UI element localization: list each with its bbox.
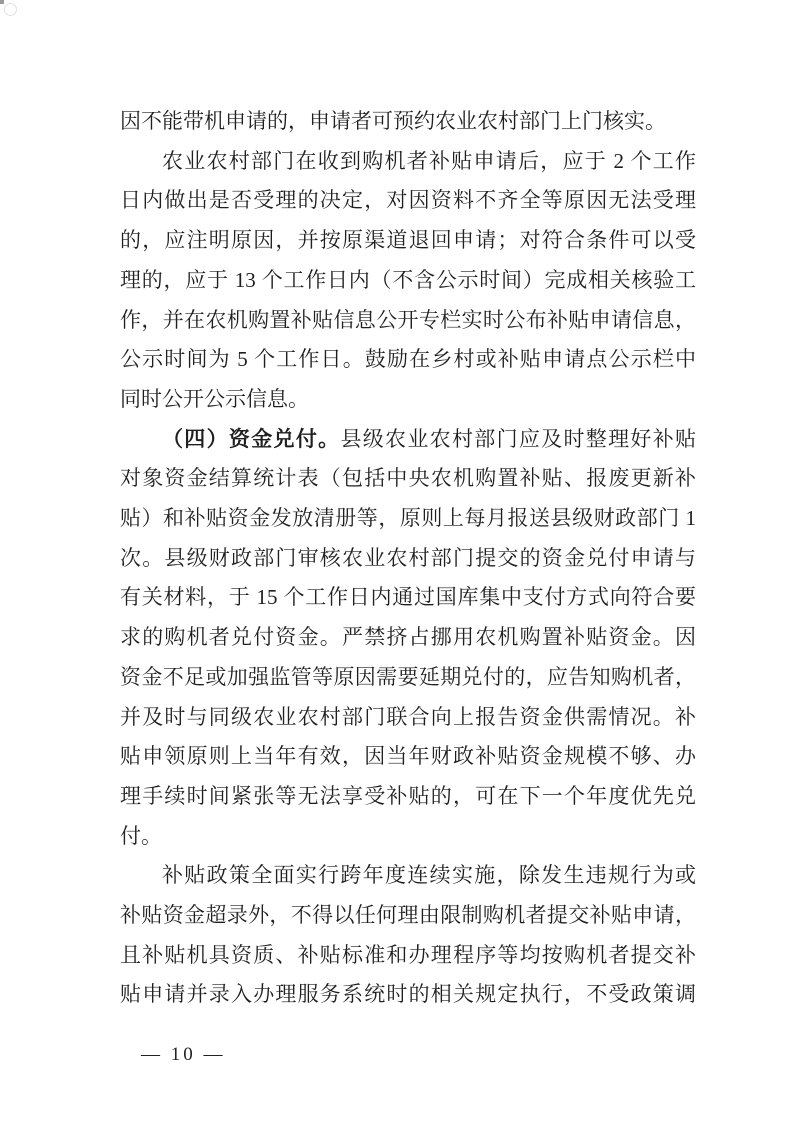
body-text-segment: 公示时间为 [120,347,238,372]
text-line [120,698,696,738]
body-text-segment: 因不能带机申请的，申请者可预约农业农村部门上门核实。 [120,109,666,133]
text-line [120,817,696,857]
body-text-segment: 的，应注明原因，并按原渠道退回申请；对符合条件可以受 [120,228,696,253]
body-text-segment: 并及时与同级农业农村部门联合向上报告资金供需情况。补 [120,704,696,729]
body-text-segment: 对象资金结算统计表（包括中央农机购置补贴、报废更新补 [120,466,696,491]
text-line [120,301,696,341]
numeral-text: 2 [613,148,624,173]
text-line [120,737,696,777]
text-line [120,181,696,221]
body-text-segment: 付。 [120,823,162,848]
text-line [120,380,696,420]
body-text-segment: 县级农业农村部门应及时整理好补贴 [340,426,697,451]
numeral-text: 15 [256,585,278,610]
numeral-text: 13 [234,267,256,292]
text-line [120,499,696,539]
scan-artifact-speck [0,0,4,4]
text-line [120,261,696,301]
body-text-segment: 作，并在农机购置补贴信息公开专栏实时公布补贴申请信息， [120,307,696,332]
document-body [120,102,696,1015]
text-line [120,459,696,499]
body-text-segment: 贴）和补贴资金发放清册等，原则上每月报送县级财政部门 [120,506,686,531]
body-text-segment: 理手续时间紧张等无法享受补贴的，可在下一个年度优先兑 [120,783,696,808]
body-text-segment: 理的，应于 [120,267,235,292]
body-text-segment: 个工作日内（不含公示时间）完成相关核验工 [255,267,696,292]
text-line [120,777,696,817]
body-text-segment: 次。县级财政部门审核农业农村部门提交的资金兑付申请与 [120,545,696,570]
text-line [120,578,696,618]
body-text-segment: 个工作日内通过国库集中支付方式向符合要 [277,585,696,610]
body-text-segment: 农业农村部门在收到购机者补贴申请后，应于 [162,148,614,173]
body-text-segment: 资金不足或加强监管等原因需要延期兑付的，应告知购机者， [120,664,696,689]
text-line [120,936,696,976]
scan-artifact-ring [4,3,17,16]
numeral-text: 5 [237,347,248,372]
text-line [120,340,696,380]
body-text-segment: 个工作日。鼓励在乡村或补贴申请点公示栏中 [247,347,697,372]
body-text-segment: 求的购机者兑付资金。严禁挤占挪用农机购置补贴资金。因 [120,625,696,650]
body-text-segment: 且补贴机具资质、补贴标准和办理程序等均按购机者提交补 [120,942,696,967]
body-text-segment: 有关材料，于 [120,585,257,610]
text-line [120,856,696,896]
body-text-segment: 贴申请并录入办理服务系统时的相关规定执行，不受政策调 [120,982,696,1007]
page-number: — 10 — [141,1044,226,1065]
body-text-segment: 补贴资金超录外，不得以任何理由限制购机者提交补贴申请， [120,903,696,928]
text-line [120,975,696,1015]
text-line [120,896,696,936]
text-line [120,420,696,460]
text-line [120,142,696,182]
body-text-segment: 贴申领原则上当年有效，因当年财政补贴资金规模不够、办 [120,744,696,769]
section-heading-text: （四）资金兑付。 [162,426,341,451]
text-line [120,618,696,658]
body-text-segment: 补贴政策全面实行跨年度连续实施，除发生违规行为或 [162,863,696,888]
body-text-segment: 个工作 [624,148,696,173]
text-line [120,539,696,579]
body-text-segment: 日内做出是否受理的决定，对因资料不齐全等原因无法受理 [120,188,696,213]
text-line [120,221,696,261]
text-line [120,102,696,142]
body-text-segment: 同时公开公示信息。 [120,386,309,411]
text-line [120,658,696,698]
numeral-text: 1 [685,506,696,531]
